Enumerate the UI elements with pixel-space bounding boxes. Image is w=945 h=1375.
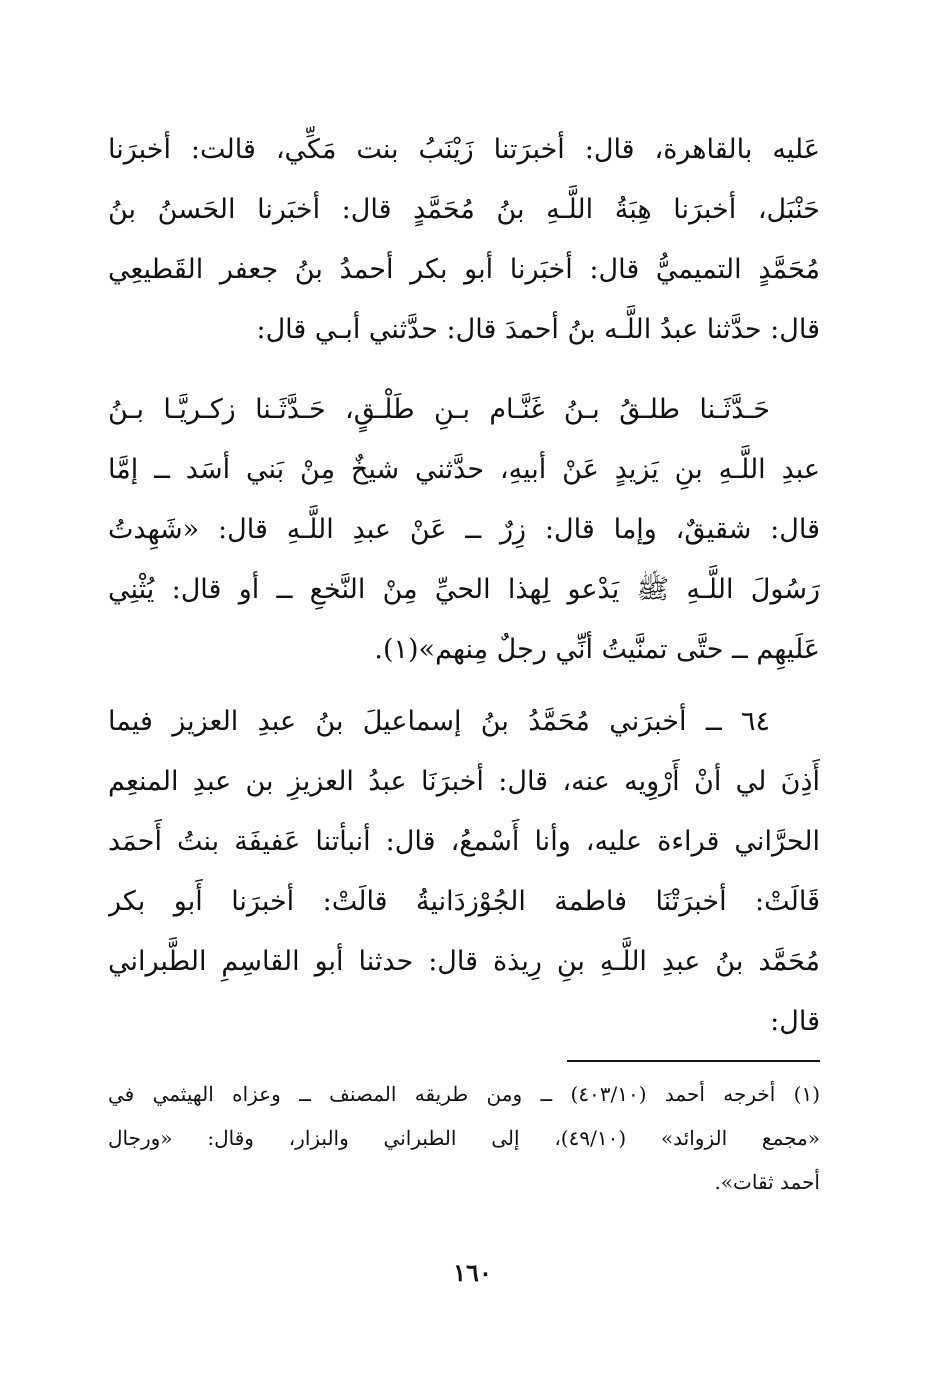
footnote-line: «مجمع الزوائد» (٤٩/١٠)، إلى الطبراني والبزار، وقال: «ورجال <box>108 1126 820 1150</box>
text-line: عبدِ اللَّـهِ بنِ يَزيدٍ عَنْ أبيهِ، حدَّثني شيخٌ مِنْ بَني أسَد ــ إمَّا <box>108 454 820 485</box>
text-line: حَنْبَل، أخبرَنا هِبَةُ اللَّـهِ بنُ مُحَمَّدٍ قال: أخبَرنا الحَسنُ بنُ <box>108 194 820 225</box>
page-number: ١٦٠ <box>453 1258 492 1287</box>
text-line: قَالَتْ: أخبرَتْنَا فاطمة الجُوْزدَانيةُ قالَتْ: أخبرَنا أَبو بكر <box>108 886 820 917</box>
text-line: رَسُولَ اللَّـهِ ﷺ يَدْعو لِهذا الحيِّ مِنْ النَّخعِ ــ أو قال: يُثْنِي <box>108 574 820 605</box>
paragraph-2 <box>108 380 820 680</box>
text-line: الحرَّاني قراءة عليه، وأنا أَسْمعُ، قال: أنبأتنا عَفيفَة بنتُ أَحمَد <box>108 826 820 857</box>
text-line: قال: <box>770 1006 820 1037</box>
text-line: قال: حدَّثنا عبدُ اللَّـه بنُ أحمدَ قال: حدَّثني أبـي قال: <box>256 314 820 345</box>
text-line: حَـدَّثَـنا طلـقُ بـنُ غَنَّـام بـنِ طَلْـقٍ، حَـدَّثَـنا زكـريَّـا بـنُ <box>108 394 770 425</box>
text-line: مُحَمَّد بنُ عبدِ اللَّـهِ بنِ رِيذة قال: حدثنا أبو القاسِمِ الطَّبراني <box>108 946 820 977</box>
footnotes <box>108 1072 820 1204</box>
footnote-line: (١) أخرجه أحمد (٤٠٣/١٠) ــ ومن طريقه المصنف ــ وعزاه الهيثمي في <box>108 1082 820 1106</box>
footnote-separator <box>567 1060 820 1062</box>
text-line: عَلَيهِم ــ حتَّى تمنَّيتُ أنِّي رجلٌ مِنهم»(١). <box>374 634 820 665</box>
text-line: أَذِنَ لي أنْ أَرْوِيه عنه، قال: أخبرَنَا عبدُ العزيزِ بن عبدِ المنعِم <box>108 766 820 797</box>
text-line: عَليه بالقاهرة، قال: أخبرَتنا زَيْنَبُ بنت مَكِّي، قالت: أخبرَنا <box>108 134 820 165</box>
text-line: قال: شقيقٌ، وإما قال: زِرٌ ــ عَنْ عبدِ اللَّـهِ قال: «شَهِدتُ <box>108 514 820 545</box>
paragraph-3 <box>108 692 820 1052</box>
text-line: ٦٤ ــ أخبرَني مُحَمَّدُ بنُ إسماعيلَ بنُ عبدِ العزيز فيما <box>108 706 770 737</box>
text-line: مُحَمَّدٍ التميميُّ قال: أخبَرنا أبو بكر أحمدُ بنُ جعفر القَطيعِي <box>108 254 820 285</box>
footnote-line: أحمد ثقات». <box>714 1170 820 1194</box>
paragraph-1 <box>108 120 820 360</box>
